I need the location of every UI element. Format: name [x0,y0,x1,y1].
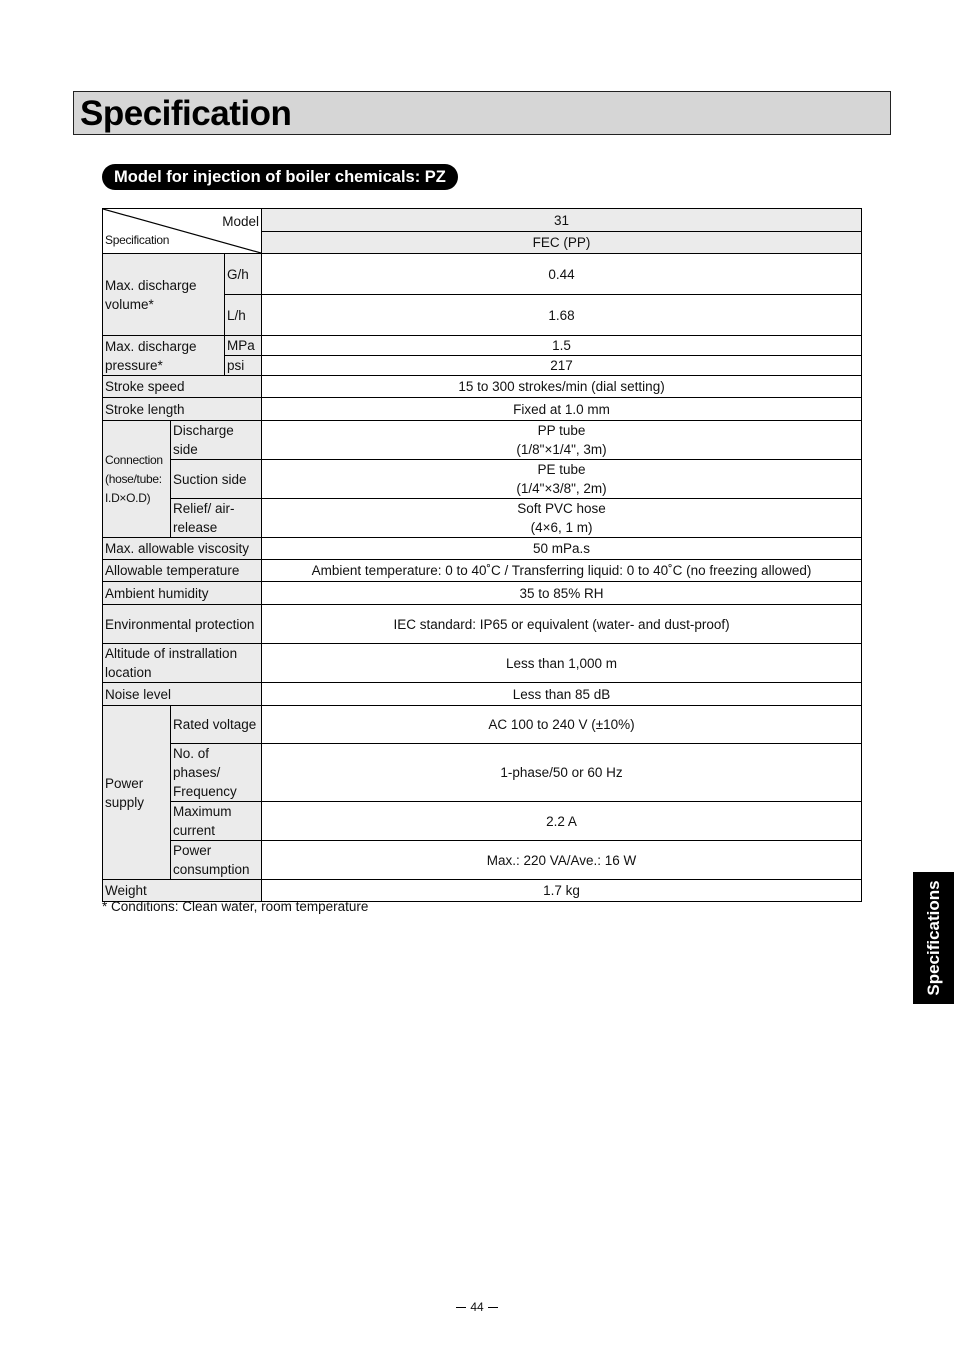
header-spec-label: Specification [105,233,170,247]
model-value: 31 [262,209,862,232]
power-supply-label: Power supply [103,706,171,880]
discharge-pressure-value-mpa: 1.5 [262,336,862,356]
table-row-discharge-volume-gh [103,254,862,295]
discharge-pressure-unit-psi: psi [225,356,262,376]
table-row-connection-discharge [103,421,862,460]
discharge-pressure-value-psi: 217 [262,356,862,376]
table-row-power-voltage [103,706,862,744]
connection-relief-label: Relief/ air-release [171,499,262,538]
table-row-stroke-speed [103,376,862,398]
altitude-label: Altitude of instrallation location [103,644,262,683]
connection-suction-value-line1: PE tube [537,462,586,477]
connection-relief-value [262,499,862,538]
table-row-power-current [103,802,862,841]
power-consumption-label: Power consumption [171,841,262,880]
table-row-discharge-pressure-mpa [103,336,862,356]
page-title: Specification [80,94,292,133]
discharge-volume-value-gh: 0.44 [262,254,862,295]
side-tab-label: Specifications [923,880,943,996]
noise-value: Less than 85 dB [262,683,862,706]
humidity-label: Ambient humidity [103,582,262,605]
table-row-noise [103,683,862,706]
temperature-label: Allowable temperature [103,560,262,582]
header-diagonal-cell [103,209,262,254]
connection-discharge-value-line1: PP tube [537,423,586,438]
page-number [0,1300,954,1314]
weight-label: Weight [103,880,262,902]
material-value: FEC (PP) [262,232,862,254]
table-row-humidity [103,582,862,605]
environment-value: IEC standard: IP65 or equivalent (water- and dust-proof) [262,605,862,644]
section-subtitle: Model for injection of boiler chemicals: PZ [102,164,458,190]
discharge-volume-unit-gh: G/h [225,254,262,295]
connection-suction-value [262,460,862,499]
power-consumption-value: Max.: 220 VA/Ave.: 16 W [262,841,862,880]
page-number-dash-right [488,1307,498,1308]
table-row-viscosity [103,538,862,560]
power-phase-label: No. of phases/ Frequency [171,744,262,802]
connection-suction-label: Suction side [171,460,262,499]
connection-label: Connection (hose/tube: I.D×O.D) [103,421,171,538]
connection-suction-value-line2: (1/4"×3/8", 2m) [516,481,607,496]
specification-table [102,208,862,902]
power-current-label: Maximum current [171,802,262,841]
stroke-length-label: Stroke length [103,398,262,421]
connection-relief-value-line1: Soft PVC hose [517,501,606,516]
power-phase-value: 1-phase/50 or 60 Hz [262,744,862,802]
temperature-value: Ambient temperature: 0 to 40˚C / Transferring liquid: 0 to 40˚C (no freezing allowed) [262,560,862,582]
discharge-volume-value-lh: 1.68 [262,295,862,336]
title-bar [73,91,891,135]
header-model-label: Model [222,214,260,229]
table-row-power-phase [103,744,862,802]
humidity-value: 35 to 85% RH [262,582,862,605]
discharge-pressure-label: Max. discharge pressure* [103,336,225,376]
power-current-value: 2.2 A [262,802,862,841]
environment-label: Environmental protection [103,605,262,644]
table-row-environment [103,605,862,644]
side-tab [913,872,954,1004]
discharge-volume-unit-lh: L/h [225,295,262,336]
discharge-volume-label: Max. discharge volume* [103,254,225,336]
viscosity-value: 50 mPa.s [262,538,862,560]
footnote: * Conditions: Clean water, room temperature [102,899,369,914]
table-row-stroke-length [103,398,862,421]
page-number-value: 44 [470,1300,484,1314]
page-number-dash-left [456,1307,466,1308]
altitude-value: Less than 1,000 m [262,644,862,683]
connection-discharge-label: Discharge side [171,421,262,460]
stroke-speed-value: 15 to 300 strokes/min (dial setting) [262,376,862,398]
viscosity-label: Max. allowable viscosity [103,538,262,560]
noise-label: Noise level [103,683,262,706]
table-row-altitude [103,644,862,683]
table-row-temperature [103,560,862,582]
connection-discharge-value-line2: (1/8"×1/4", 3m) [516,442,607,457]
table-row-power-consumption [103,841,862,880]
table-row-connection-relief [103,499,862,538]
table-row-connection-suction [103,460,862,499]
weight-value: 1.7 kg [262,880,862,902]
power-voltage-value: AC 100 to 240 V (±10%) [262,706,862,744]
power-voltage-label: Rated voltage [171,706,262,744]
connection-relief-value-line2: (4×6, 1 m) [530,520,593,535]
stroke-speed-label: Stroke speed [103,376,262,398]
connection-discharge-value [262,421,862,460]
stroke-length-value: Fixed at 1.0 mm [262,398,862,421]
discharge-pressure-unit-mpa: MPa [225,336,262,356]
table-row-model [103,209,862,232]
